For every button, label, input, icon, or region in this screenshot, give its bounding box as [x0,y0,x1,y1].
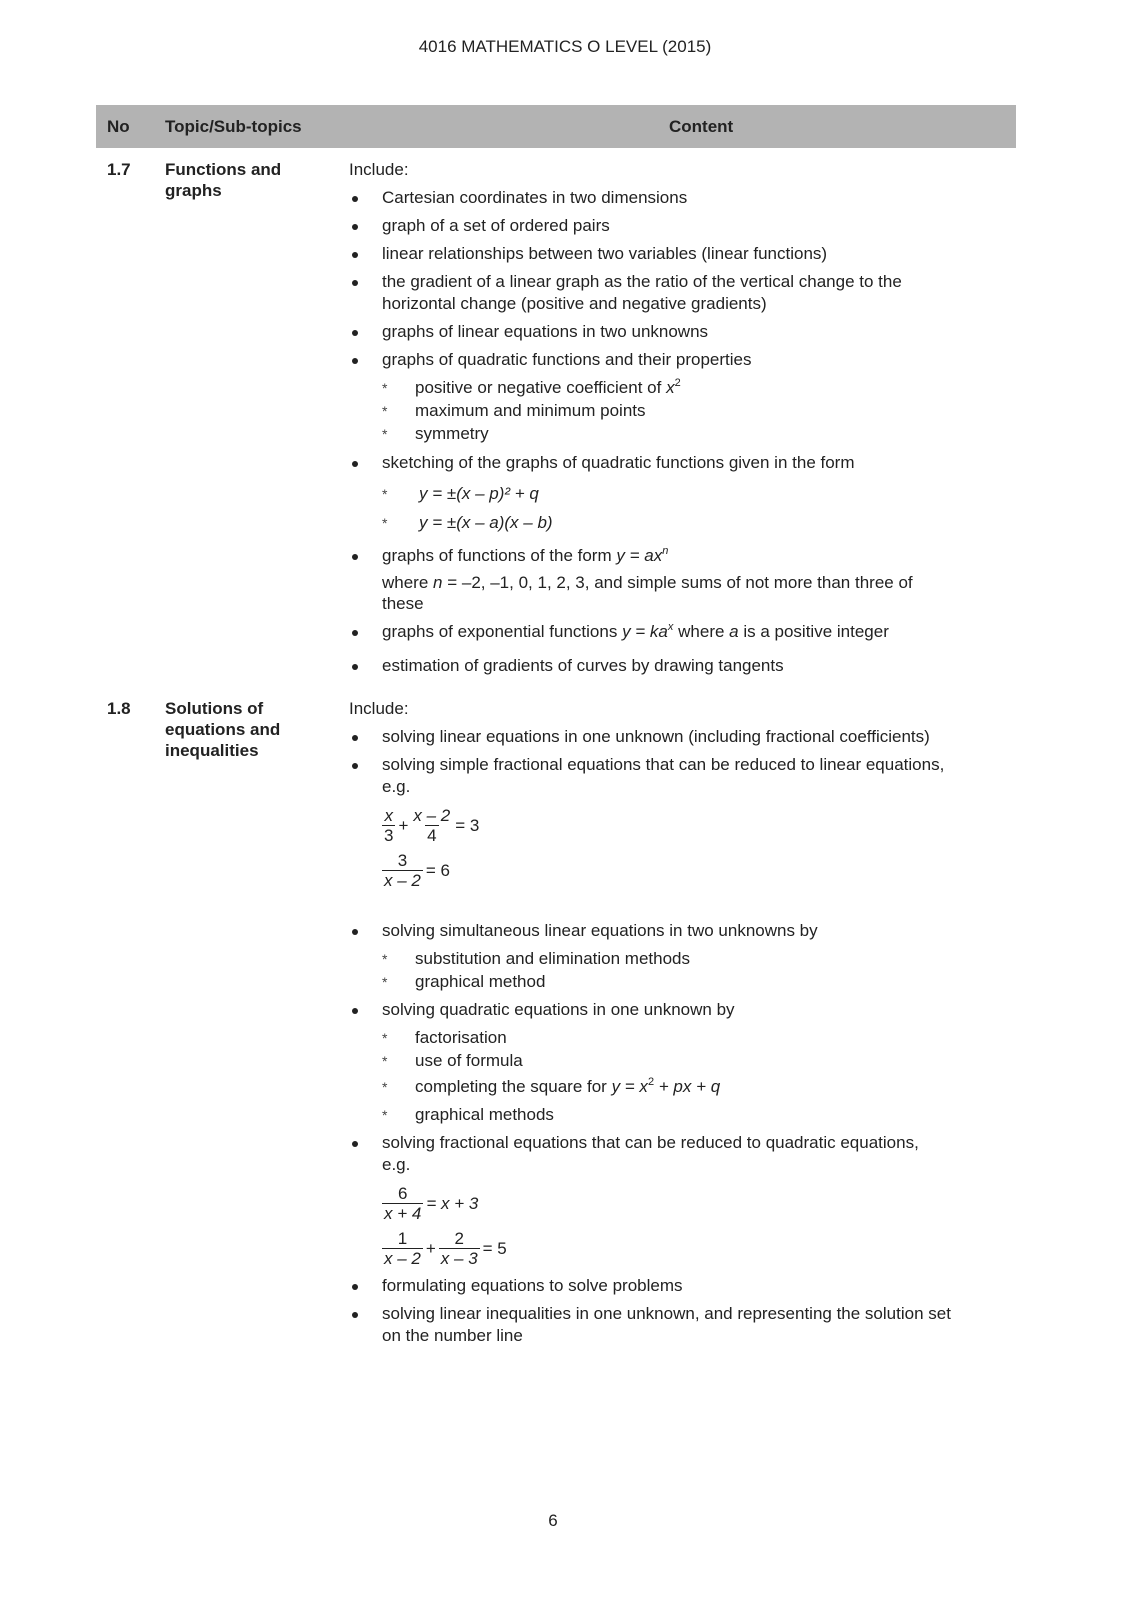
asterisk-icon: * [382,403,388,419]
asterisk-icon: * [382,1053,388,1069]
bullet-icon [352,735,358,741]
topic-line: Functions and [165,160,282,179]
list-item: Cartesian coordinates in two dimensions [382,188,688,207]
topic-line: equations and [165,720,281,739]
bullet-icon [352,1008,358,1014]
sub-item: graphical method [415,972,546,991]
include-label: Include: [349,160,409,179]
list-item: solving fractional equations that can be reduced to quadratic equations, [382,1133,919,1152]
bullet-icon [352,252,358,258]
topic-line: graphs [165,181,222,200]
asterisk-icon: * [382,1079,388,1095]
include-label: Include: [349,699,409,718]
bullet-icon [352,929,358,935]
header-topic: Topic/Sub-topics [165,117,302,136]
asterisk-icon: * [382,486,388,502]
list-item: sketching of the graphs of quadratic functions given in the form [382,453,855,472]
bullet-icon [352,763,358,769]
section-number: 1.8 [107,699,131,718]
bullet-icon [352,664,358,670]
list-item: graphs of quadratic functions and their properties [382,350,752,369]
asterisk-icon: * [382,426,388,442]
list-item: solving simultaneous linear equations in two unknowns by [382,921,818,940]
list-item: formulating equations to solve problems [382,1276,683,1295]
bullet-icon [352,358,358,364]
bullet-icon [352,330,358,336]
list-item: solving linear equations in one unknown (including fractional coefficients) [382,727,930,746]
bullet-icon [352,224,358,230]
header-content: Content [669,117,734,136]
asterisk-icon: * [382,380,388,396]
list-item: graphs of linear equations in two unknowns [382,322,709,341]
sub-item: symmetry [415,424,489,443]
list-item-continuation: horizontal change (positive and negative gradients) [382,294,767,313]
header-no: No [107,117,130,136]
topic-line: inequalities [165,741,259,760]
asterisk-icon: * [382,951,388,967]
list-item: the gradient of a linear graph as the ratio of the vertical change to the [382,272,902,291]
formula: y = ±(x – a)(x – b) [419,513,553,532]
section-number: 1.7 [107,160,131,179]
asterisk-icon: * [382,974,388,990]
bullet-icon [352,554,358,560]
sub-item: maximum and minimum points [415,401,646,420]
list-item: solving linear inequalities in one unknown, and representing the solution set [382,1304,951,1323]
sub-item: graphical methods [415,1105,554,1124]
list-item-continuation: where n = –2, –1, 0, 1, 2, 3, and simple sums of not more than three of [382,573,913,592]
bullet-icon [352,196,358,202]
asterisk-icon: * [382,1030,388,1046]
sub-item: completing the square for $y = x^2$ + px + q [415,1076,721,1096]
equation-3: $\frac{6}{x + 4}$ = x + 3 [384,1184,479,1223]
bullet-icon [352,461,358,467]
list-item-continuation: e.g. [382,777,411,796]
bullet-icon [352,1312,358,1318]
list-item: solving quadratic equations in one unknown by [382,1000,735,1019]
topic-line: Solutions of [165,699,264,718]
bullet-icon [352,1141,358,1147]
bullet-icon [352,1284,358,1290]
list-item: graphs of exponential functions $y = ka^x$ where a is a positive integer [382,621,889,641]
bullet-icon [352,280,358,286]
page-header: 4016 MATHEMATICS O LEVEL (2015) [418,37,712,56]
list-item-continuation: these [382,594,424,613]
bullet-icon [352,630,358,636]
list-item: graph of a set of ordered pairs [382,216,610,235]
asterisk-icon: * [382,515,388,531]
list-item: solving simple fractional equations that can be reduced to linear equations, [382,755,945,774]
formula: y = ±(x – p)² + q [419,484,539,503]
equation-4: $\frac{1}{x - 2}$ + $\frac{2}{x - 3}$ = 5 [384,1229,507,1268]
list-item: estimation of gradients of curves by drawing tangents [382,656,784,675]
asterisk-icon: * [382,1107,388,1123]
page-number: 6 [548,1511,558,1530]
sub-item: factorisation [415,1028,507,1047]
sub-item: positive or negative coefficient of $x^2$ [415,377,681,397]
sub-item: use of formula [415,1051,523,1070]
list-item-continuation: e.g. [382,1155,411,1174]
list-item: graphs of functions of the form $y = ax^n$ [382,545,669,565]
sub-item: substitution and elimination methods [415,949,690,968]
equation-1: $\frac{x}{3}$ + $\frac{x - 2}{4}$ = 3 [384,806,480,845]
list-item: linear relationships between two variables (linear functions) [382,244,828,263]
equation-2: $\frac{3}{x - 2}$ = 6 [384,851,450,890]
list-item-continuation: on the number line [382,1326,523,1345]
